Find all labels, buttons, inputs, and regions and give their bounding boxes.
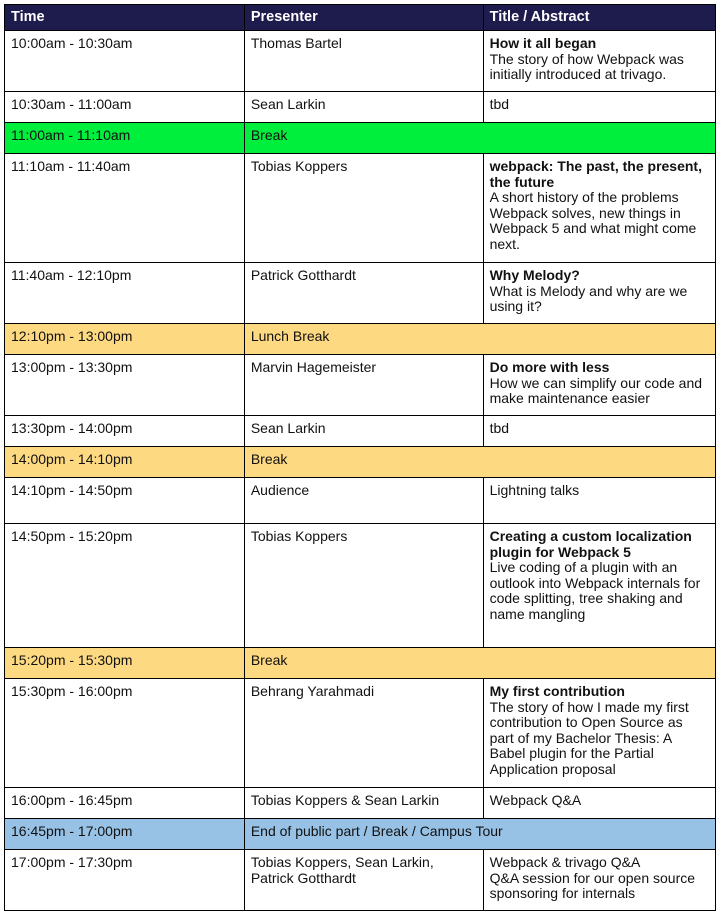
session-title: webpack: The past, the present, the future: [489, 158, 702, 190]
break-row: [5, 648, 716, 679]
session-time: 10:30am - 11:00am: [5, 92, 245, 123]
session-title-abstract: [483, 524, 715, 648]
session-title-abstract: [483, 92, 715, 123]
session-time: 13:30pm - 14:00pm: [5, 416, 245, 447]
session-time: 10:00am - 10:30am: [5, 31, 245, 92]
session-time: 14:10pm - 14:50pm: [5, 478, 245, 524]
header-presenter: Presenter: [244, 5, 483, 31]
session-title-abstract: [483, 478, 715, 524]
session-time: 14:50pm - 15:20pm: [5, 524, 245, 648]
session-row: [5, 154, 716, 263]
session-row: [5, 355, 716, 416]
break-label: Break: [244, 648, 715, 679]
session-time: 16:00pm - 16:45pm: [5, 788, 245, 819]
session-presenter: Tobias Koppers & Sean Larkin: [244, 788, 483, 819]
session-row: [5, 679, 716, 788]
break-label: Break: [244, 447, 715, 478]
session-title-abstract: [483, 416, 715, 447]
session-row: [5, 263, 716, 324]
session-presenter: Thomas Bartel: [244, 31, 483, 92]
session-presenter: Sean Larkin: [244, 416, 483, 447]
session-row: [5, 478, 716, 524]
break-label: Break: [244, 123, 715, 154]
session-title: My first contribution: [489, 683, 625, 699]
break-time: 15:20pm - 15:30pm: [5, 648, 245, 679]
session-title-abstract: [483, 850, 715, 911]
session-time: 17:00pm - 17:30pm: [5, 850, 245, 911]
session-time: 15:30pm - 16:00pm: [5, 679, 245, 788]
session-abstract: tbd: [489, 420, 510, 436]
session-abstract: What is Melody and why are we using it?: [489, 282, 688, 314]
session-abstract: A short history of the problems Webpack solves, new things in Webpack 5 and what might come next.: [489, 189, 697, 252]
session-time: 11:40am - 12:10pm: [5, 263, 245, 324]
session-title-abstract: [483, 31, 715, 92]
session-row: [5, 524, 716, 648]
session-title-abstract: [483, 679, 715, 788]
session-title: How it all began: [489, 35, 597, 51]
break-row: [5, 819, 716, 850]
session-row: [5, 850, 716, 911]
session-abstract: tbd: [489, 96, 510, 112]
break-row: [5, 324, 716, 355]
session-row: [5, 416, 716, 447]
break-time: 16:45pm - 17:00pm: [5, 819, 245, 850]
session-abstract: Live coding of a plugin with an outlook into Webpack internals for code splitting, tree shaking and name mangling: [489, 559, 701, 622]
session-abstract: Lightning talks: [489, 482, 580, 498]
break-label: End of public part / Break / Campus Tour: [244, 819, 715, 850]
session-row: [5, 31, 716, 92]
session-abstract: Webpack Q&A: [489, 792, 582, 808]
session-presenter: Behrang Yarahmadi: [244, 679, 483, 788]
session-abstract: The story of how I made my first contribution to Open Source as part of my Bachelor Thesis: A Babel plugin for the Partial Application proposal: [489, 698, 689, 777]
break-time: 11:00am - 11:10am: [5, 123, 245, 154]
session-title-abstract: [483, 154, 715, 263]
session-presenter: Patrick Gotthardt: [244, 263, 483, 324]
session-time: 13:00pm - 13:30pm: [5, 355, 245, 416]
session-title-abstract: [483, 263, 715, 324]
session-title: Do more with less: [489, 359, 610, 375]
session-time: 11:10am - 11:40am: [5, 154, 245, 263]
session-presenter: Sean Larkin: [244, 92, 483, 123]
break-label: Lunch Break: [244, 324, 715, 355]
session-title-abstract: [483, 788, 715, 819]
session-title-abstract: [483, 355, 715, 416]
break-time: 14:00pm - 14:10pm: [5, 447, 245, 478]
break-time: 12:10pm - 13:00pm: [5, 324, 245, 355]
session-presenter: Tobias Koppers, Sean Larkin, Patrick Gotthardt: [244, 850, 483, 911]
session-title: Why Melody?: [489, 267, 580, 283]
header-row: [5, 5, 716, 31]
session-title: Creating a custom localization plugin for Webpack 5: [489, 528, 692, 560]
session-presenter: Audience: [244, 478, 483, 524]
header-time: Time: [5, 5, 245, 31]
session-abstract: How we can simplify our code and make maintenance easier: [489, 374, 703, 406]
session-presenter: Tobias Koppers: [244, 524, 483, 648]
session-presenter: Marvin Hagemeister: [244, 355, 483, 416]
session-row: [5, 788, 716, 819]
session-presenter: Tobias Koppers: [244, 154, 483, 263]
session-abstract: The story of how Webpack was initially introduced at trivago.: [489, 50, 684, 82]
schedule-table: [4, 4, 716, 911]
break-row: [5, 123, 716, 154]
break-row: [5, 447, 716, 478]
session-row: [5, 92, 716, 123]
session-abstract: Webpack & trivago Q&A Q&A session for our open source sponsoring for internals: [489, 854, 696, 901]
schedule-body: [5, 31, 716, 911]
header-title-abstract: Title / Abstract: [483, 5, 715, 31]
